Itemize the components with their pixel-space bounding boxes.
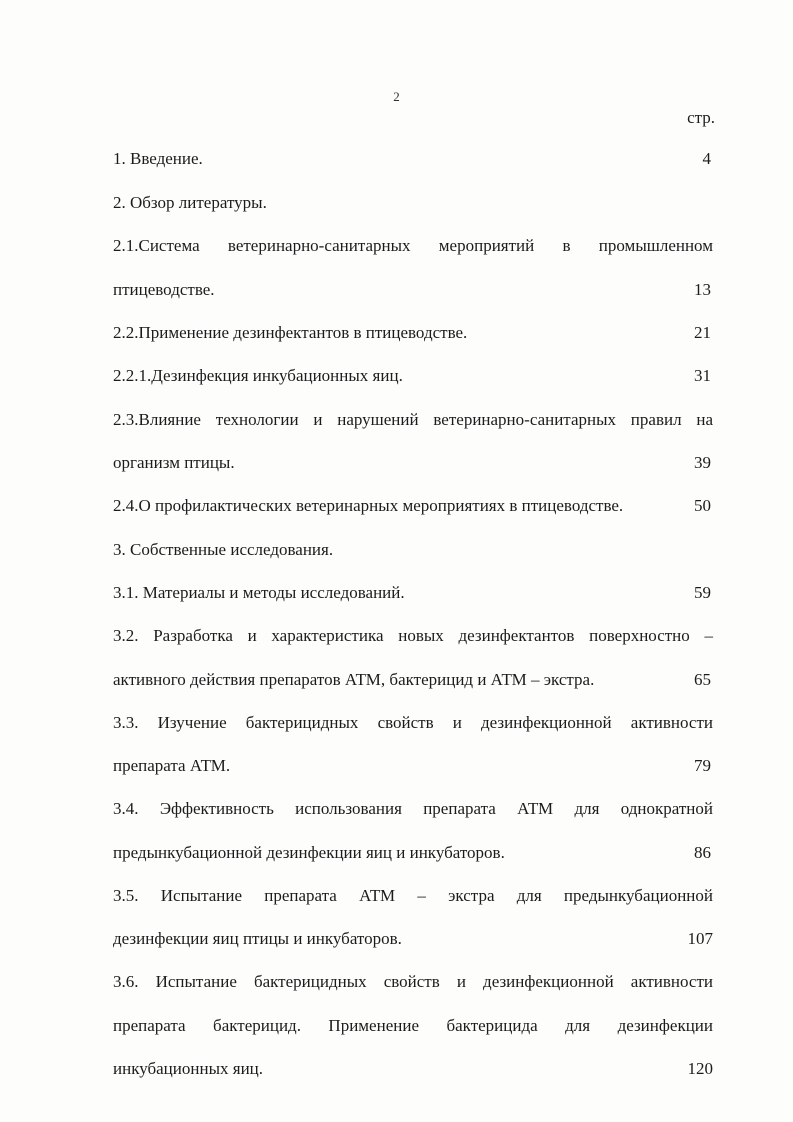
toc-entry-text: птицеводстве. [113, 280, 215, 299]
toc-entry-text: 2. Обзор литературы. [113, 193, 267, 212]
toc-entry-text: 2.2.1.Дезинфекция инкубационных яиц. [113, 366, 403, 385]
toc-entry-2-2 [113, 321, 713, 345]
toc-entry-2-1-line2 [113, 278, 713, 302]
toc-entry-3-3-line1 [113, 711, 713, 735]
toc-entry-page: 4 [702, 149, 711, 168]
toc-entry-text: дезинфекции яиц птицы и инкубаторов. [113, 929, 402, 948]
toc-entry-3-4-line1 [113, 797, 713, 821]
toc-entry-page: 120 [687, 1059, 713, 1078]
toc-entry-text: препарата бактерицид. Применение бактерицида для дезинфекции [113, 1016, 713, 1035]
toc-entry-page: 65 [694, 670, 711, 689]
toc-entry-text: 2.1.Система ветеринарно-санитарных мероприятий в промышленном [113, 236, 713, 255]
toc-entry-page: 31 [694, 366, 711, 385]
toc-entry-text: 2.3.Влияние технологии и нарушений ветеринарно-санитарных правил на [113, 410, 713, 429]
toc-entry-2-2-1 [113, 364, 713, 388]
toc-entry-3-4-line2 [113, 841, 713, 865]
toc-entry-2-3-line1 [113, 408, 713, 432]
toc-entry-3-6-line3 [113, 1057, 713, 1081]
toc-entry-text: активного действия препаратов АТМ, бактерицид и АТМ – экстра. [113, 670, 595, 689]
toc-entry-text: организм птицы. [113, 453, 235, 472]
toc-entry-3-5-line2 [113, 927, 713, 951]
toc-entry-2-3-line2 [113, 451, 713, 475]
toc-entry-2-4 [113, 494, 713, 518]
pages-column-label: стр. [687, 108, 715, 127]
toc-entry-3-5-line1 [113, 884, 713, 908]
toc-entry-own-research [113, 538, 713, 562]
toc-entry-text: 3.5. Испытание препарата АТМ – экстра для предынкубационной [113, 886, 713, 905]
toc-entry-page: 13 [694, 280, 711, 299]
toc-entry-page: 59 [694, 583, 711, 602]
toc-entry-introduction [113, 147, 713, 171]
toc-entry-3-6-line1 [113, 970, 713, 994]
toc-entry-page: 21 [694, 323, 711, 342]
toc-entry-text: 3.2. Разработка и характеристика новых дезинфектантов поверхностно – [113, 626, 713, 645]
toc-entry-page: 50 [694, 496, 711, 515]
toc-entry-text: 3.1. Материалы и методы исследований. [113, 583, 405, 602]
toc-entry-3-3-line2 [113, 754, 713, 778]
toc-entry-page: 107 [687, 929, 713, 948]
toc-entry-text: 3. Собственные исследования. [113, 540, 334, 559]
toc-entry-page: 79 [694, 756, 711, 775]
toc-entry-3-6-line2 [113, 1014, 713, 1038]
toc-entry-3-1 [113, 581, 713, 605]
toc-entry-literature-review [113, 191, 713, 215]
toc-entry-page: 39 [694, 453, 711, 472]
toc-entry-text: 3.6. Испытание бактерицидных свойств и дезинфекционной активности [113, 972, 713, 991]
toc-entry-text: препарата АТМ. [113, 756, 231, 775]
toc-entry-text: 1. Введение. [113, 149, 203, 168]
toc-entry-text: 3.4. Эффективность использования препарата АТМ для однократной [113, 799, 713, 818]
toc-entry-2-1-line1 [113, 234, 713, 258]
toc-entry-3-2-line1 [113, 624, 713, 648]
toc-entry-3-2-line2 [113, 668, 713, 692]
toc-entry-text: предынкубационной дезинфекции яиц и инкубаторов. [113, 843, 505, 862]
toc-entry-page: 86 [694, 843, 711, 862]
page-number: 2 [393, 89, 400, 104]
toc-entry-text: 2.4.О профилактических ветеринарных мероприятиях в птицеводстве. [113, 496, 624, 515]
toc-entry-text: инкубационных яиц. [113, 1059, 264, 1078]
toc-entry-text: 2.2.Применение дезинфектантов в птицеводстве. [113, 323, 468, 342]
toc-entry-text: 3.3. Изучение бактерицидных свойств и дезинфекционной активности [113, 713, 713, 732]
